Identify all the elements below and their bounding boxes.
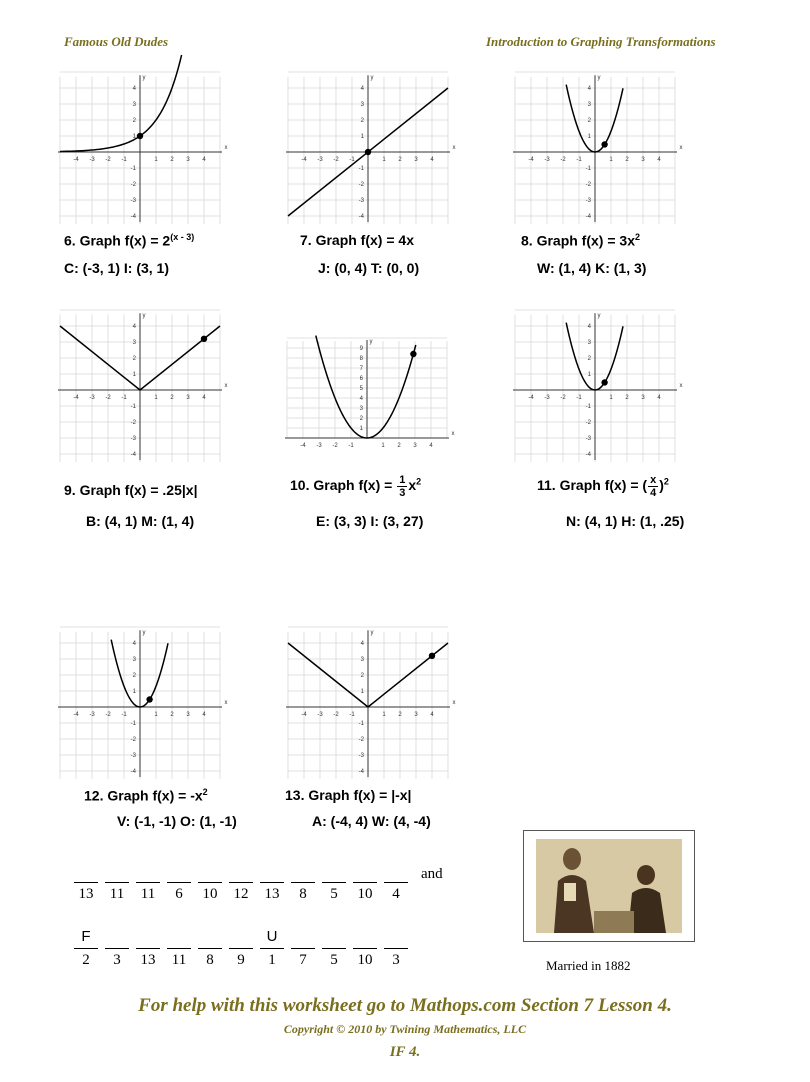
axis-tick-label: -3 [358,753,364,759]
graph-12 [60,629,228,775]
blank-line [322,882,346,883]
puzzle-letter: F [81,928,91,945]
axis-tick-label: -1 [576,157,582,163]
blank-line [384,948,408,949]
axis-tick-label: -2 [358,182,364,188]
axis-tick-label: -1 [130,404,136,410]
axis-tick-label: -1 [348,443,354,449]
answer-10: E: (3, 3) I: (3, 27) [316,513,424,529]
puzzle-number: 11 [140,886,156,902]
axis-tick-label: 2 [587,356,591,362]
axis-tick-label: -4 [585,452,591,458]
puzzle-number: 13 [140,952,156,968]
problem-6: 6. Graph $f(x) = 2^{(x - 3)}$ [64,232,195,249]
answer-12: V: (-1, -1) O: (1, -1) [117,813,237,829]
photo-image [524,831,694,941]
point-marker [601,141,607,147]
axis-tick-label: -1 [121,157,127,163]
axis-tick-label: 1 [360,689,364,695]
axis-tick-label: 2 [587,118,591,124]
axis-tick-label: -1 [585,166,591,172]
footer-code: IF 4. [389,1044,421,1060]
axis-tick-label: -3 [89,395,95,401]
axis-tick-label: -3 [130,198,136,204]
axis-tick-label: -3 [89,157,95,163]
axis-tick-label: 1 [382,157,386,163]
axis-tick-label: 9 [359,346,363,352]
axis-tick-label: 7 [359,366,363,372]
axis-tick-label: -1 [358,721,364,727]
puzzle-number: 13 [264,886,280,902]
axis-tick-label: -4 [301,157,307,163]
axis-tick-label: x [679,145,683,151]
axis-tick-label: 3 [186,157,190,163]
puzzle-number: 6 [175,886,183,902]
axis-tick-label: y [597,74,601,81]
axis-tick-label: 1 [609,157,613,163]
axis-tick-label: 2 [625,157,629,163]
problem-11: 11. Graph f(x) = ( $\frac{x}{4}$ )$^2$ [537,474,669,499]
point-marker [146,696,152,702]
axis-tick-label: -3 [130,753,136,759]
axis-tick-label: -3 [585,436,591,442]
axis-tick-label: 3 [360,657,364,663]
graph-11 [515,312,683,458]
axis-tick-label: 3 [186,712,190,718]
axis-tick-label: 3 [587,340,591,346]
axis-tick-label: 4 [202,395,206,401]
axis-tick-label: -1 [121,712,127,718]
puzzle-number: 9 [237,952,245,968]
axis-tick-label: 6 [359,376,363,382]
axis-tick-label: 4 [132,86,136,92]
graph-7 [288,74,456,220]
axis-tick-label: 3 [414,712,418,718]
axis-tick-label: 2 [360,118,364,124]
axis-tick-label: x [452,145,456,151]
puzzle-number: 11 [171,952,187,968]
axis-tick-label: -4 [358,214,364,220]
axis-tick-label: -3 [585,198,591,204]
puzzle-number: 8 [299,886,307,902]
blank-line [291,948,315,949]
axis-tick-label: 2 [170,157,174,163]
axis-tick-label: -2 [105,395,111,401]
axis-tick-label: 1 [359,426,363,432]
axis-tick-label: 4 [587,324,591,330]
function-curve [60,55,182,152]
axis-tick-label: y [369,339,373,345]
axis-tick-label: 2 [170,395,174,401]
problem-9: 9. Graph f(x) = .25|x| [64,482,198,498]
header-right: Introduction to Graphing Transformations [486,34,716,49]
axis-tick-label: 2 [360,673,364,679]
axis-tick-label: x [679,383,683,389]
axis-tick-label: -2 [130,420,136,426]
axis-tick-label: 3 [641,157,645,163]
puzzle-number: 10 [357,952,373,968]
coordinate-grid [60,312,228,458]
axis-tick-label: -4 [585,214,591,220]
axis-tick-label: 8 [359,356,363,362]
footer-help: For help with this worksheet go to Mathops.com Section 7 Lesson 4. [138,995,672,1016]
puzzle-row-2 [74,926,414,976]
axis-tick-label: -1 [349,712,355,718]
axis-tick-label: -2 [585,420,591,426]
answer-6: C: (-3, 1) I: (3, 1) [64,260,170,276]
axis-tick-label: 1 [587,134,591,140]
problem-13: 13. Graph f(x) = |-x| [285,787,412,803]
fraction-one-third: $\frac{1}{3}$ [399,474,406,499]
coordinate-grid [288,629,456,775]
axis-tick-label: 2 [397,443,401,449]
puzzle-number: 5 [330,952,338,968]
axis-tick-label: y [142,629,146,636]
point-marker [429,653,435,659]
blank-line [229,882,253,883]
axis-tick-label: 4 [430,157,434,163]
axis-tick-label: 4 [430,712,434,718]
axis-tick-label: 1 [132,134,136,140]
axis-tick-label: -3 [544,395,550,401]
axis-tick-label: 3 [359,406,363,412]
coordinate-grid [287,320,455,449]
puzzle-number: 12 [233,886,249,902]
axis-tick-label: x [452,700,456,706]
axis-tick-label: -4 [130,769,136,775]
axis-tick-label: y [370,74,374,81]
answer-11: N: (4, 1) H: (1, .25) [566,513,685,529]
axis-tick-label: -2 [130,737,136,743]
axis-tick-label: 3 [360,102,364,108]
blank-line [384,882,408,883]
axis-tick-label: 4 [132,324,136,330]
blank-line [74,882,98,883]
axis-tick-label: 2 [398,157,402,163]
axis-tick-label: -2 [332,443,338,449]
axis-tick-label: -3 [544,157,550,163]
axis-tick-label: 4 [360,86,364,92]
puzzle-number: 1 [268,952,276,968]
axis-tick-label: 3 [132,657,136,663]
axis-tick-label: 5 [359,386,363,392]
axis-tick-label: -1 [130,166,136,172]
puzzle-number: 13 [78,886,94,902]
blank-line [353,948,377,949]
problem-8: 8. Graph $f(x) = 3x^2$ [521,232,640,249]
axis-tick-label: -3 [316,443,322,449]
axis-tick-label: -4 [73,157,79,163]
axis-tick-label: -2 [105,157,111,163]
axis-tick-label: 1 [360,134,364,140]
blank-line [105,948,129,949]
answer-8: W: (1, 4) K: (1, 3) [537,260,647,276]
axis-tick-label: 4 [657,157,661,163]
axis-tick-label: 4 [359,396,363,402]
axis-tick-label: -1 [358,166,364,172]
axis-tick-label: -4 [358,769,364,775]
graph-13 [288,629,456,775]
axis-tick-label: -3 [358,198,364,204]
axis-tick-label: 1 [154,157,158,163]
blank-line [136,882,160,883]
puzzle-number: 7 [299,952,307,968]
puzzle-number: 5 [330,886,338,902]
axis-tick-label: -3 [89,712,95,718]
function-curve [316,336,416,438]
axis-tick-label: 2 [625,395,629,401]
graph-6 [60,74,228,220]
fraction-x-over-4: $\frac{x}{4}$ [650,474,657,499]
axis-tick-label: -4 [301,712,307,718]
blank-line [229,948,253,949]
axis-tick-label: -1 [121,395,127,401]
point-marker [410,351,416,357]
axis-tick-label: 1 [132,689,136,695]
axis-tick-label: -2 [333,157,339,163]
point-marker [365,149,371,155]
puzzle-number: 3 [392,952,400,968]
axis-tick-label: -4 [528,157,534,163]
axis-tick-label: 2 [132,118,136,124]
puzzle-number: 2 [82,952,90,968]
point-marker [137,133,143,139]
blank-line [291,882,315,883]
axis-tick-label: -1 [130,721,136,727]
axis-tick-label: x [224,700,228,706]
answer-9: B: (4, 1) M: (1, 4) [86,513,195,529]
axis-tick-label: y [142,312,146,319]
axis-tick-label: -3 [317,157,323,163]
axis-tick-label: 4 [132,641,136,647]
axis-tick-label: -2 [130,182,136,188]
puzzle-letter: U [266,928,278,945]
problem-12: 12. Graph $f(x) = -x^2$ [84,787,208,804]
axis-tick-label: x [224,145,228,151]
axis-tick-label: 1 [382,712,386,718]
coordinate-grid [515,312,683,458]
graph-9 [60,312,228,458]
axis-tick-label: y [142,74,146,81]
blank-line [167,882,191,883]
blank-line [198,948,222,949]
axis-tick-label: -2 [358,737,364,743]
axis-tick-label: -2 [585,182,591,188]
blank-line [105,882,129,883]
wedding-photo [523,830,695,942]
axis-tick-label: x [224,383,228,389]
axis-tick-label: 3 [132,102,136,108]
header-left: Famous Old Dudes [64,34,169,49]
axis-tick-label: -4 [130,214,136,220]
coordinate-grid [515,74,683,220]
coordinate-grid [60,74,228,220]
axis-tick-label: -3 [130,436,136,442]
point-marker [201,336,207,342]
photo-caption: Married in 1882 [546,958,631,973]
axis-tick-label: -2 [333,712,339,718]
axis-tick-label: 4 [429,443,433,449]
axis-tick-label: -1 [585,404,591,410]
axis-tick-label: 4 [360,641,364,647]
axis-tick-label: 1 [154,395,158,401]
answer-13: A: (-4, 4) W: (4, -4) [312,813,431,829]
axis-tick-label: 3 [587,102,591,108]
axis-tick-label: 3 [641,395,645,401]
blank-line [322,948,346,949]
puzzle-number: 3 [113,952,121,968]
axis-tick-label: 1 [132,372,136,378]
axis-tick-label: -2 [560,157,566,163]
axis-tick-label: y [370,629,374,636]
axis-tick-label: -4 [130,452,136,458]
axis-tick-label: 3 [132,340,136,346]
axis-tick-label: -1 [576,395,582,401]
blank-line [136,948,160,949]
graph-10 [287,320,455,449]
axis-tick-label: 4 [202,712,206,718]
puzzle-row-1 [74,860,414,910]
axis-tick-label: 2 [170,712,174,718]
blank-line [260,882,284,883]
axis-tick-label: 4 [587,86,591,92]
axis-tick-label: -4 [73,395,79,401]
axis-tick-label: 1 [609,395,613,401]
problem-10: 10. Graph f(x) = $\frac{1}{3}$ $x^2$ [290,474,422,499]
axis-tick-label: 2 [398,712,402,718]
point-marker [601,379,607,385]
axis-tick-label: -4 [73,712,79,718]
axis-tick-label: 3 [186,395,190,401]
puzzle-number: 11 [109,886,125,902]
axis-tick-label: -2 [560,395,566,401]
axis-tick-label: 2 [132,356,136,362]
axis-tick-label: -2 [105,712,111,718]
axis-tick-label: 1 [154,712,158,718]
puzzle-number: 8 [206,952,214,968]
puzzle-number: 4 [392,886,400,902]
puzzle-number: 10 [357,886,373,902]
axis-tick-label: -4 [300,443,306,449]
coordinate-grid [288,74,456,220]
footer-copyright: Copyright © 2010 by Twining Mathematics, LLC [283,1022,527,1036]
axis-tick-label: -1 [349,157,355,163]
graph-8 [515,74,683,220]
puzzle-and: and [421,866,443,882]
axis-tick-label: 2 [132,673,136,679]
axis-tick-label: 3 [413,443,417,449]
blank-line [353,882,377,883]
axis-tick-label: 1 [381,443,385,449]
coordinate-grid [60,629,228,775]
axis-tick-label: -4 [528,395,534,401]
blank-line [260,948,284,949]
blank-line [74,948,98,949]
axis-tick-label: -3 [317,712,323,718]
axis-tick-label: 2 [359,416,363,422]
blank-line [167,948,191,949]
axis-tick-label: 1 [587,372,591,378]
puzzle-number: 10 [202,886,218,902]
problem-7: 7. Graph f(x) = 4x [300,232,414,248]
blank-line [198,882,222,883]
axis-tick-label: x [451,431,455,437]
axis-tick-label: 4 [202,157,206,163]
answer-7: J: (0, 4) T: (0, 0) [318,260,420,276]
axis-tick-label: 4 [657,395,661,401]
axis-tick-label: 3 [414,157,418,163]
axis-tick-label: y [597,312,601,319]
